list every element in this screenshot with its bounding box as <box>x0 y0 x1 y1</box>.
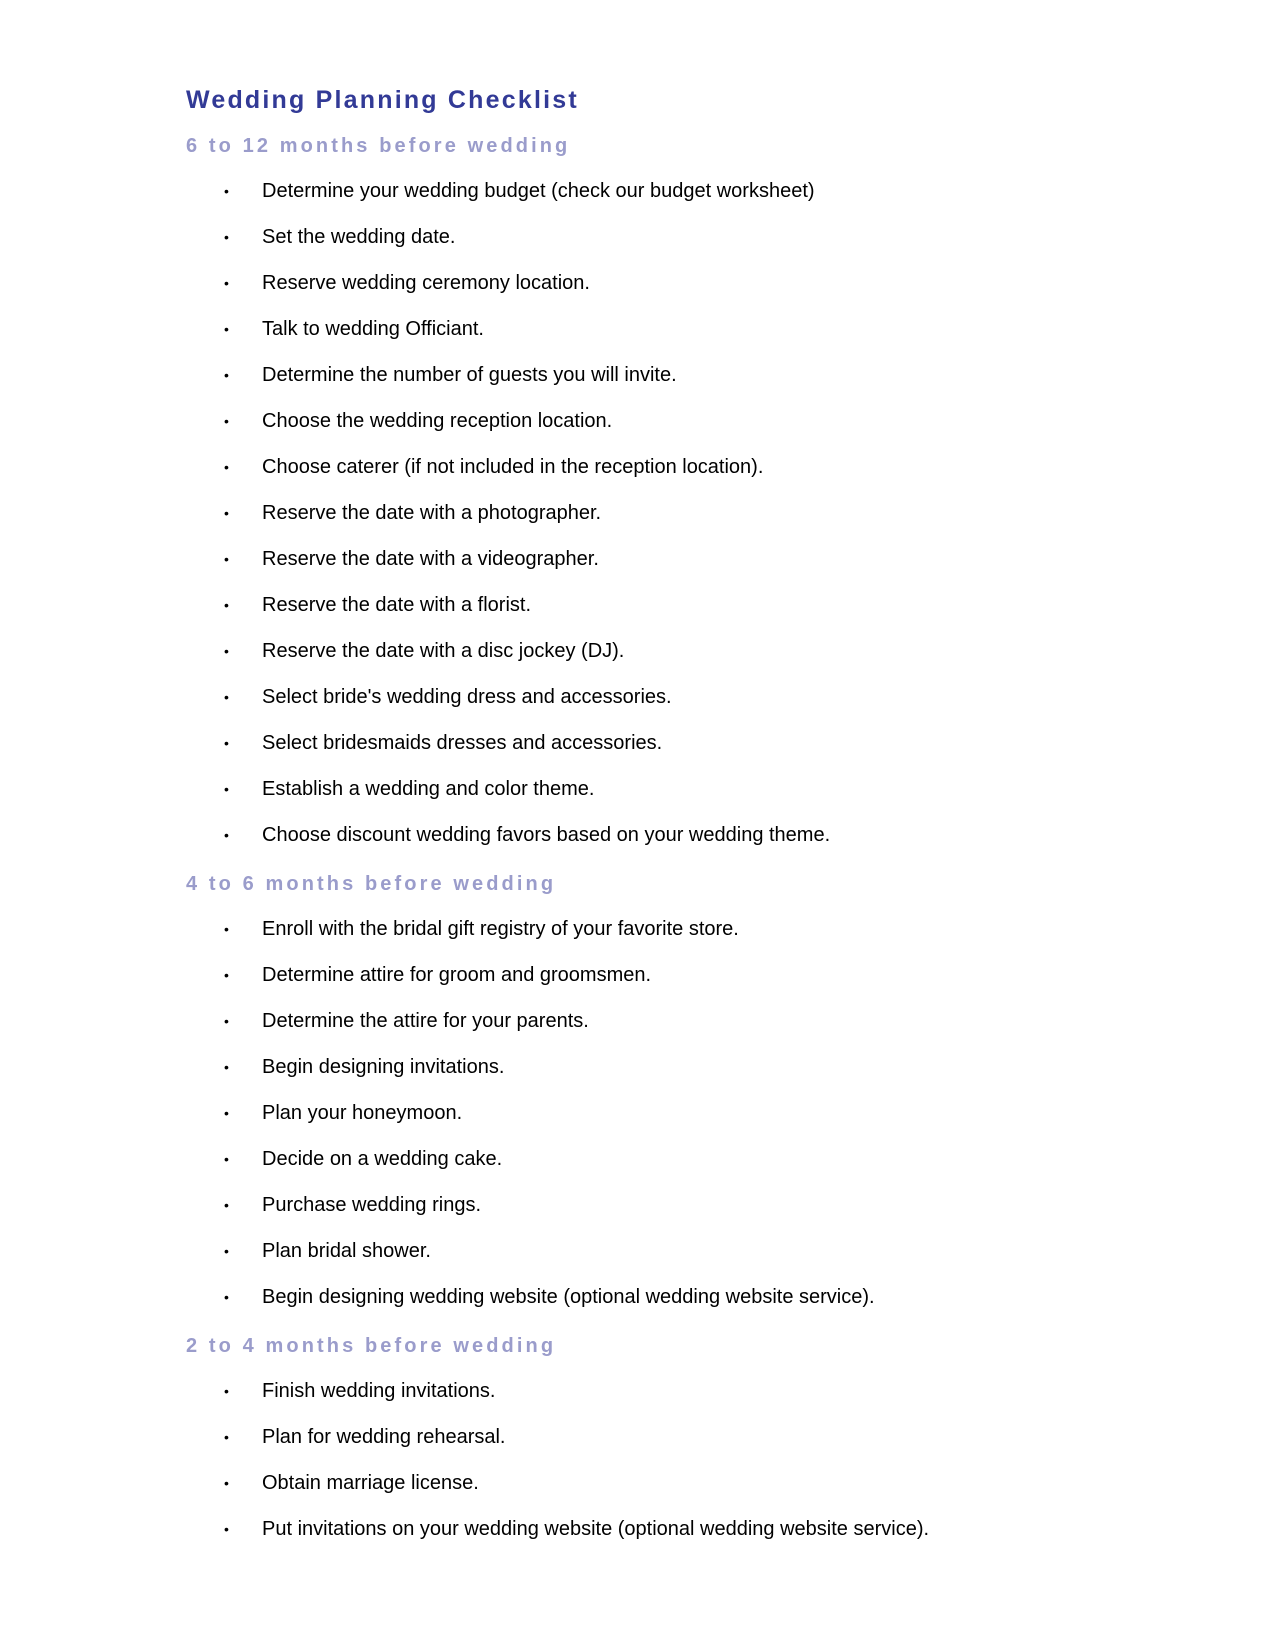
checklist-item-text: Determine the number of guests you will invite. <box>262 364 677 386</box>
section-heading: 6 to 12 months before wedding <box>186 135 571 157</box>
checklist-item <box>186 766 1186 812</box>
checklist-item <box>186 1368 1186 1414</box>
checklist-item-text: Begin designing invitations. <box>262 1056 505 1078</box>
bullet-icon: • <box>224 1105 229 1121</box>
checklist-item <box>186 490 1186 536</box>
bullet-icon: • <box>224 781 229 797</box>
checklist-item-text: Select bridesmaids dresses and accessories. <box>262 732 663 754</box>
bullet-icon: • <box>224 643 229 659</box>
checklist-item <box>186 1182 1186 1228</box>
checklist-item-text: Reserve the date with a photographer. <box>262 502 602 524</box>
checklist-item-text: Plan for wedding rehearsal. <box>262 1426 506 1448</box>
bullet-icon: • <box>224 967 229 983</box>
checklist-item-text: Select bride's wedding dress and accessories. <box>262 686 672 708</box>
checklist <box>186 1368 1186 1552</box>
bullet-icon: • <box>224 1151 229 1167</box>
checklist-item-text: Put invitations on your wedding website (optional wedding website service). <box>262 1518 930 1540</box>
bullet-icon: • <box>224 1243 229 1259</box>
checklist-item <box>186 998 1186 1044</box>
checklist-section <box>186 128 1186 858</box>
checklist-item-text: Purchase wedding rings. <box>262 1194 482 1216</box>
checklist-item <box>186 582 1186 628</box>
section-heading: 4 to 6 months before wedding <box>186 873 557 895</box>
checklist-item <box>186 906 1186 952</box>
checklist-item <box>186 1044 1186 1090</box>
checklist-item <box>186 1090 1186 1136</box>
checklist-item <box>186 306 1186 352</box>
bullet-icon: • <box>224 229 229 245</box>
checklist-item <box>186 1506 1186 1552</box>
checklist-item-text: Talk to wedding Officiant. <box>262 318 484 340</box>
checklist-item-text: Plan your honeymoon. <box>262 1102 463 1124</box>
document-page <box>186 80 1186 1552</box>
bullet-icon: • <box>224 275 229 291</box>
bullet-icon: • <box>224 1521 229 1537</box>
section-heading: 2 to 4 months before wedding <box>186 1335 557 1357</box>
document-title: Wedding Planning Checklist <box>186 86 579 114</box>
checklist-section <box>186 866 1186 1320</box>
checklist-item <box>186 536 1186 582</box>
checklist-item-text: Choose discount wedding favors based on your wedding theme. <box>262 824 831 846</box>
checklist-item-text: Reserve wedding ceremony location. <box>262 272 590 294</box>
checklist-item-text: Set the wedding date. <box>262 226 456 248</box>
bullet-icon: • <box>224 183 229 199</box>
checklist <box>186 906 1186 1320</box>
bullet-icon: • <box>224 1059 229 1075</box>
bullet-icon: • <box>224 689 229 705</box>
checklist-item <box>186 352 1186 398</box>
checklist-item-text: Determine the attire for your parents. <box>262 1010 589 1032</box>
checklist-item-text: Choose the wedding reception location. <box>262 410 613 432</box>
bullet-icon: • <box>224 321 229 337</box>
bullet-icon: • <box>224 1429 229 1445</box>
checklist-sections <box>186 128 1186 1552</box>
bullet-icon: • <box>224 1197 229 1213</box>
checklist-item-text: Reserve the date with a florist. <box>262 594 532 616</box>
bullet-icon: • <box>224 505 229 521</box>
checklist-item <box>186 1228 1186 1274</box>
bullet-icon: • <box>224 1475 229 1491</box>
checklist-item-text: Reserve the date with a videographer. <box>262 548 599 570</box>
bullet-icon: • <box>224 1289 229 1305</box>
checklist-item <box>186 1136 1186 1182</box>
bullet-icon: • <box>224 1013 229 1029</box>
bullet-icon: • <box>224 827 229 843</box>
checklist-item <box>186 214 1186 260</box>
checklist-item <box>186 1274 1186 1320</box>
checklist-item <box>186 812 1186 858</box>
checklist-item-text: Finish wedding invitations. <box>262 1380 496 1402</box>
checklist-item <box>186 720 1186 766</box>
checklist-item <box>186 628 1186 674</box>
checklist-item <box>186 168 1186 214</box>
checklist-item <box>186 1460 1186 1506</box>
checklist-section <box>186 1328 1186 1552</box>
checklist-item-text: Choose caterer (if not included in the reception location). <box>262 456 764 478</box>
bullet-icon: • <box>224 459 229 475</box>
checklist-item-text: Establish a wedding and color theme. <box>262 778 595 800</box>
checklist-item <box>186 952 1186 998</box>
bullet-icon: • <box>224 921 229 937</box>
checklist <box>186 168 1186 858</box>
checklist-item-text: Decide on a wedding cake. <box>262 1148 503 1170</box>
checklist-item-text: Determine your wedding budget (check our budget worksheet) <box>262 180 815 202</box>
checklist-item-text: Plan bridal shower. <box>262 1240 431 1262</box>
checklist-item-text: Determine attire for groom and groomsmen. <box>262 964 652 986</box>
checklist-item <box>186 398 1186 444</box>
bullet-icon: • <box>224 551 229 567</box>
bullet-icon: • <box>224 1383 229 1399</box>
bullet-icon: • <box>224 367 229 383</box>
bullet-icon: • <box>224 413 229 429</box>
checklist-item-text: Enroll with the bridal gift registry of your favorite store. <box>262 918 739 940</box>
checklist-item-text: Reserve the date with a disc jockey (DJ). <box>262 640 625 662</box>
checklist-item <box>186 674 1186 720</box>
checklist-item-text: Begin designing wedding website (optional wedding website service). <box>262 1286 875 1308</box>
bullet-icon: • <box>224 735 229 751</box>
bullet-icon: • <box>224 597 229 613</box>
checklist-item <box>186 1414 1186 1460</box>
checklist-item-text: Obtain marriage license. <box>262 1472 479 1494</box>
checklist-item <box>186 260 1186 306</box>
checklist-item <box>186 444 1186 490</box>
